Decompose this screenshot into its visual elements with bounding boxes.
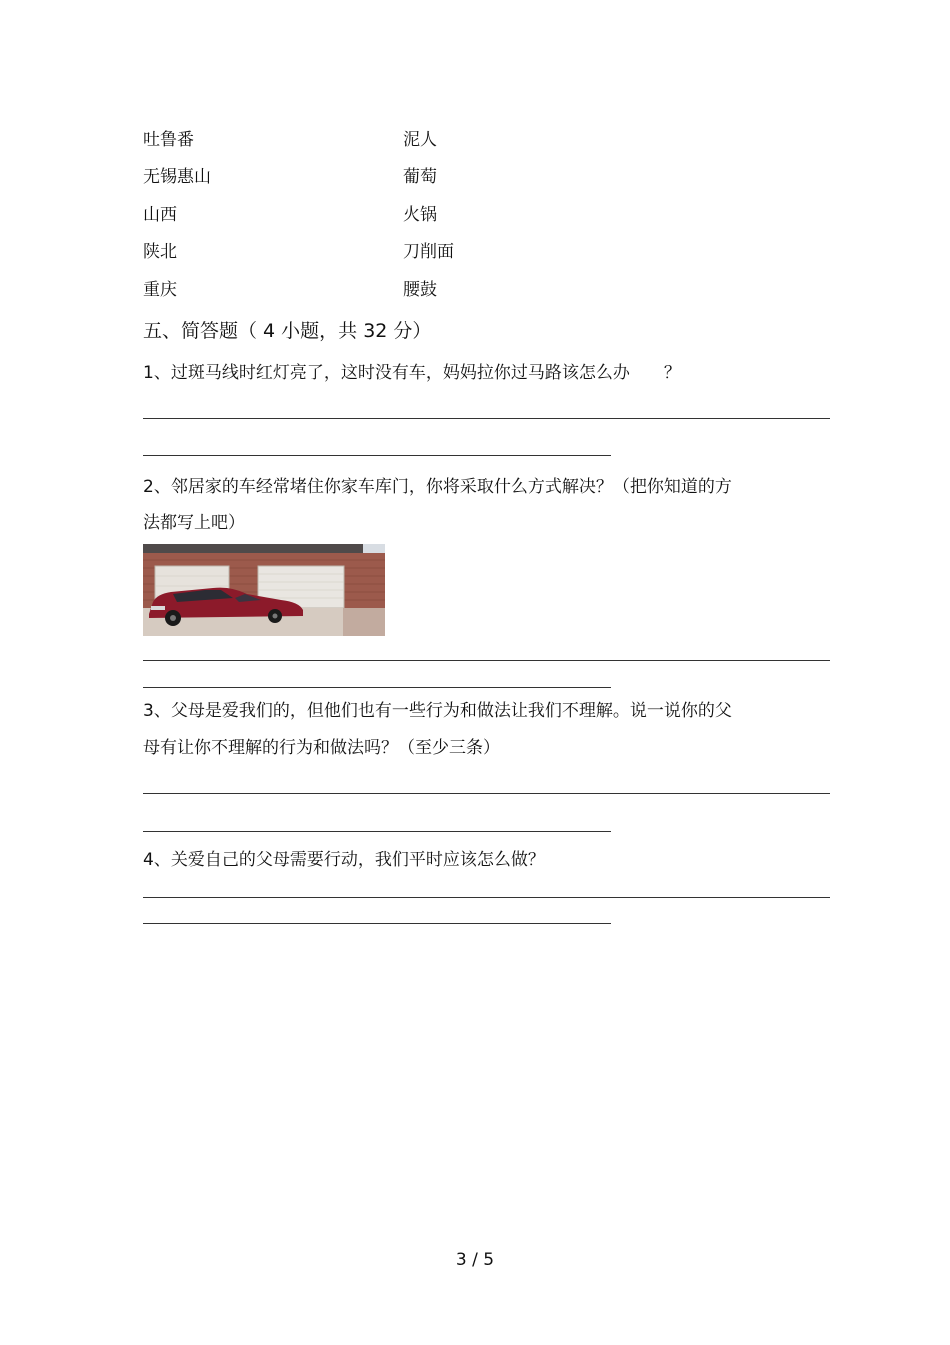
match-right-item: 腰鼓 [403, 280, 437, 300]
match-left-item: 重庆 [143, 280, 177, 300]
answer-line [143, 455, 611, 456]
car-garage-photo [143, 544, 385, 636]
question-2-line-2: 法都写上吧） [143, 513, 245, 533]
match-left-item: 无锡惠山 [143, 167, 211, 187]
question-1: 1、过斑马线时红灯亮了，这时没有车，妈妈拉你过马路该怎么办 ？ [143, 363, 681, 383]
answer-line [143, 793, 830, 794]
matching-row [143, 275, 743, 301]
match-left-item: 吐鲁番 [143, 130, 194, 150]
matching-row [143, 200, 743, 226]
page-number: 3 / 5 [455, 1250, 495, 1270]
answer-line [143, 660, 830, 661]
match-right-item: 刀削面 [403, 242, 454, 262]
answer-line [143, 418, 830, 419]
answer-line [143, 897, 830, 898]
match-right-item: 火锅 [403, 205, 437, 225]
answer-line [143, 831, 611, 832]
matching-row [143, 125, 743, 151]
match-left-item: 陕北 [143, 242, 177, 262]
question-3-line-1: 3、父母是爱我们的，但他们也有一些行为和做法让我们不理解。说一说你的父 [143, 701, 732, 721]
question-2-line-1: 2、邻居家的车经常堵住你家车库门，你将采取什么方式解决？（把你知道的方 [143, 477, 732, 497]
question-3-line-2: 母有让你不理解的行为和做法吗？（至少三条） [143, 738, 500, 758]
matching-row [143, 237, 743, 263]
answer-line [143, 923, 611, 924]
match-right-item: 葡萄 [403, 167, 437, 187]
question-4: 4、关爱自己的父母需要行动，我们平时应该怎么做？ [143, 850, 545, 870]
answer-line [143, 687, 611, 688]
matching-row [143, 162, 743, 188]
section-title: 五、简答题（ 4 小题，共 32 分） [143, 320, 432, 342]
match-left-item: 山西 [143, 205, 177, 225]
match-right-item: 泥人 [403, 130, 437, 150]
